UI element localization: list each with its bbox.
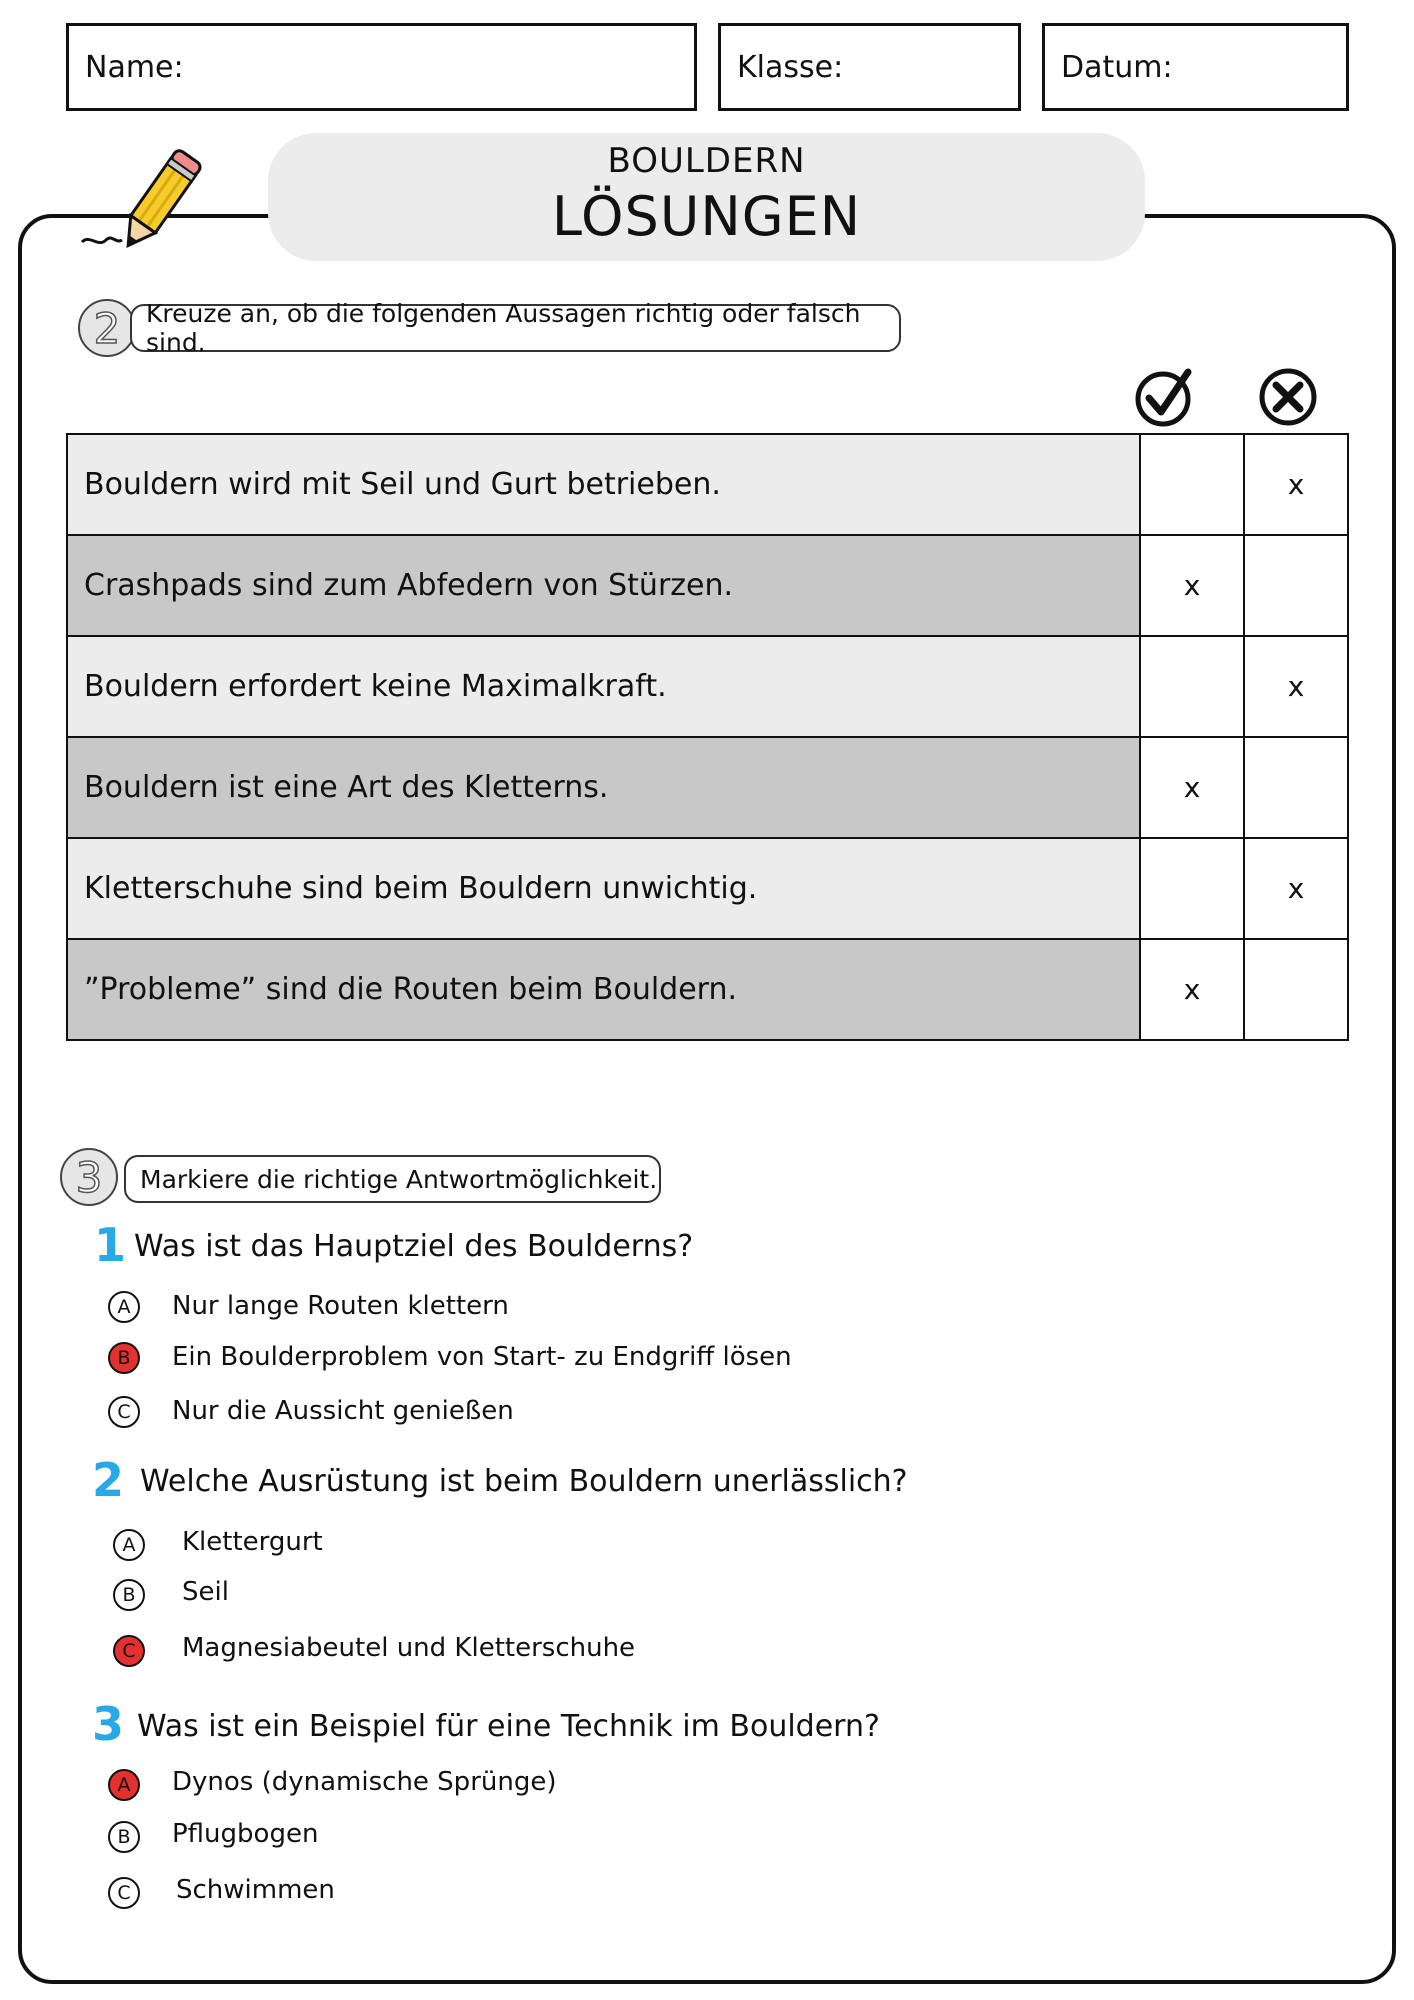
q2-option-b-text: Seil	[182, 1577, 229, 1607]
statement-cell: Bouldern wird mit Seil und Gurt betrieben.	[67, 434, 1140, 535]
topic-title: BOULDERN	[607, 141, 806, 181]
statement-cell: Crashpads sind zum Abfedern von Stürzen.	[67, 535, 1140, 636]
klasse-field[interactable]	[718, 23, 1021, 111]
question-2-number: 2	[92, 1453, 125, 1507]
statement-cell: Kletterschuhe sind beim Bouldern unwichtig.	[67, 838, 1140, 939]
section-2-number: 2	[78, 299, 136, 357]
q1-option-c-marker[interactable]: C	[108, 1396, 140, 1428]
q1-option-a-text: Nur lange Routen klettern	[172, 1291, 509, 1321]
q3-option-c-marker[interactable]: C	[108, 1877, 140, 1909]
page-title: LÖSUNGEN	[551, 185, 862, 248]
falsch-checkbox[interactable]	[1244, 535, 1348, 636]
statement-cell: Bouldern ist eine Art des Kletterns.	[67, 737, 1140, 838]
question-3-text: Was ist ein Beispiel für eine Technik im Bouldern?	[137, 1709, 880, 1744]
richtig-checkbox[interactable]	[1140, 636, 1244, 737]
falsch-checkbox[interactable]: x	[1244, 838, 1348, 939]
q3-option-c-text: Schwimmen	[176, 1875, 335, 1905]
section-2-instruction: Kreuze an, ob die folgenden Aussagen richtig oder falsch sind.	[130, 304, 901, 352]
table-row	[67, 535, 1348, 636]
statement-cell: Bouldern erfordert keine Maximalkraft.	[67, 636, 1140, 737]
q1-option-b-text: Ein Boulderproblem von Start- zu Endgriff lösen	[172, 1342, 792, 1372]
klasse-label: Klasse:	[737, 49, 844, 85]
x-circle-icon	[1257, 366, 1319, 428]
q2-option-b-marker[interactable]: B	[113, 1579, 145, 1611]
falsch-checkbox[interactable]: x	[1244, 636, 1348, 737]
richtig-checkbox[interactable]	[1140, 434, 1244, 535]
table-row	[67, 636, 1348, 737]
question-1-number: 1	[94, 1218, 127, 1272]
falsch-checkbox[interactable]: x	[1244, 434, 1348, 535]
true-false-table	[66, 433, 1349, 1041]
q1-option-a-marker[interactable]: A	[108, 1291, 140, 1323]
question-1-text: Was ist das Hauptziel des Boulderns?	[134, 1229, 694, 1264]
question-3-number: 3	[92, 1697, 125, 1751]
datum-field[interactable]	[1042, 23, 1349, 111]
datum-label: Datum:	[1061, 49, 1173, 85]
q2-option-a-text: Klettergurt	[182, 1527, 323, 1557]
title-banner	[268, 133, 1145, 261]
q3-option-b-text: Pflugbogen	[172, 1819, 319, 1849]
table-row	[67, 939, 1348, 1040]
check-circle-icon	[1134, 366, 1196, 428]
q1-option-b-marker[interactable]: B	[108, 1342, 140, 1374]
q3-option-a-marker[interactable]: A	[108, 1769, 140, 1801]
table-row	[67, 434, 1348, 535]
name-label: Name:	[85, 49, 184, 85]
falsch-checkbox[interactable]	[1244, 737, 1348, 838]
statement-cell: ”Probleme” sind die Routen beim Bouldern.	[67, 939, 1140, 1040]
section-3-instruction: Markiere die richtige Antwortmöglichkeit.	[124, 1155, 661, 1203]
q2-option-a-marker[interactable]: A	[113, 1529, 145, 1561]
richtig-checkbox[interactable]: x	[1140, 535, 1244, 636]
falsch-checkbox[interactable]	[1244, 939, 1348, 1040]
q2-option-c-text: Magnesiabeutel und Kletterschuhe	[182, 1633, 636, 1663]
name-field[interactable]	[66, 23, 697, 111]
question-2-text: Welche Ausrüstung ist beim Bouldern unerlässlich?	[140, 1464, 908, 1499]
q3-option-b-marker[interactable]: B	[108, 1821, 140, 1853]
q2-option-c-marker[interactable]: C	[113, 1635, 145, 1667]
section-3-number: 3	[60, 1148, 118, 1206]
richtig-checkbox[interactable]: x	[1140, 939, 1244, 1040]
pencil-icon	[76, 144, 216, 264]
q1-option-c-text: Nur die Aussicht genießen	[172, 1396, 514, 1426]
richtig-checkbox[interactable]: x	[1140, 737, 1244, 838]
table-row	[67, 737, 1348, 838]
q3-option-a-text: Dynos (dynamische Sprünge)	[172, 1767, 557, 1797]
table-row	[67, 838, 1348, 939]
richtig-checkbox[interactable]	[1140, 838, 1244, 939]
